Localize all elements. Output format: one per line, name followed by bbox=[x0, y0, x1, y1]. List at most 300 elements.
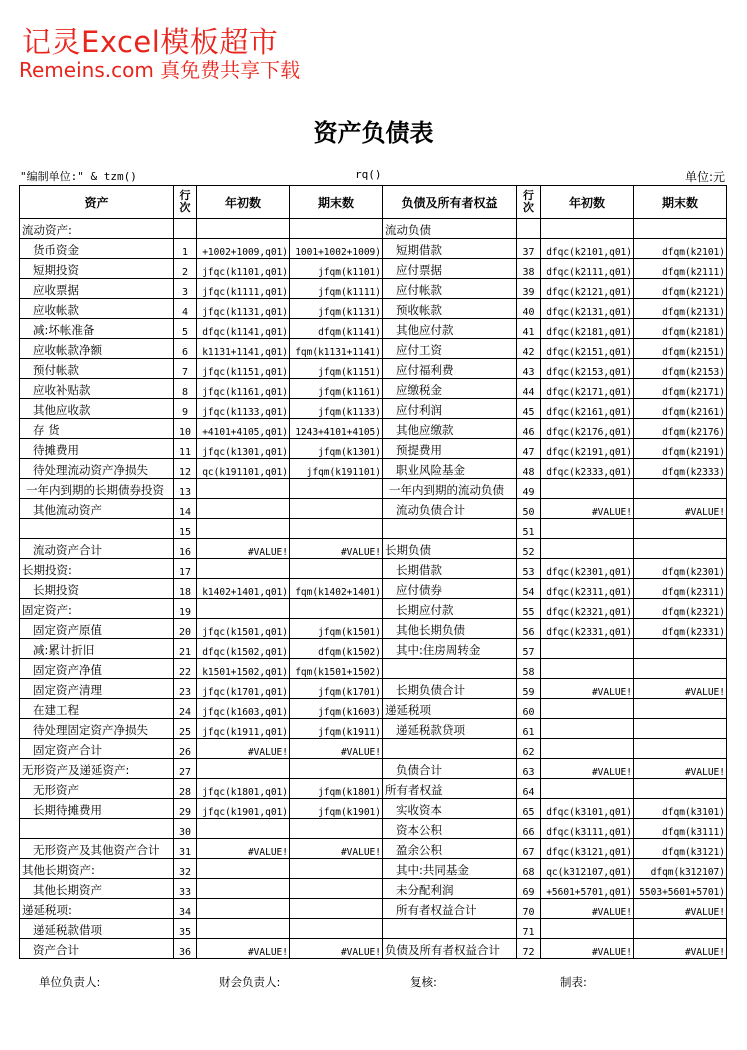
asset-begin-cell: #VALUE! bbox=[197, 939, 290, 959]
asset-begin-cell: dfqc(k1502,q01) bbox=[197, 639, 290, 659]
asset-begin-cell: jfqc(k1901,q01) bbox=[197, 799, 290, 819]
liability-line-no-cell: 63 bbox=[517, 759, 541, 779]
liability-begin-cell: #VALUE! bbox=[541, 499, 634, 519]
asset-end-cell bbox=[290, 559, 383, 579]
table-row bbox=[20, 379, 727, 399]
asset-line-no-cell: 24 bbox=[174, 699, 197, 719]
asset-line-no-cell: 10 bbox=[174, 419, 197, 439]
table-row bbox=[20, 779, 727, 799]
liability-begin-cell: dfqc(k2331,q01) bbox=[541, 619, 634, 639]
liability-line-no-cell: 71 bbox=[517, 919, 541, 939]
table-row bbox=[20, 479, 727, 499]
liability-end-cell: dfqm(k2151) bbox=[634, 339, 727, 359]
liability-line-no-cell: 65 bbox=[517, 799, 541, 819]
asset-item-cell: 其他长期资产 bbox=[20, 879, 174, 899]
asset-end-cell: fqm(k1131+1141) bbox=[290, 339, 383, 359]
liability-item-cell: 其他长期负债 bbox=[383, 619, 517, 639]
liability-line-no-cell: 40 bbox=[517, 299, 541, 319]
asset-line-no-cell: 7 bbox=[174, 359, 197, 379]
liability-end-cell: #VALUE! bbox=[634, 499, 727, 519]
asset-begin-cell bbox=[197, 919, 290, 939]
table-row bbox=[20, 219, 727, 239]
liability-line-no-cell: 47 bbox=[517, 439, 541, 459]
liability-begin-cell: #VALUE! bbox=[541, 759, 634, 779]
liability-line-no-cell: 41 bbox=[517, 319, 541, 339]
liability-end-cell bbox=[634, 919, 727, 939]
table-row bbox=[20, 319, 727, 339]
balance-sheet-table bbox=[19, 185, 727, 959]
table-row bbox=[20, 799, 727, 819]
asset-line-no-cell: 33 bbox=[174, 879, 197, 899]
asset-line-no-cell: 26 bbox=[174, 739, 197, 759]
asset-item-cell bbox=[20, 519, 174, 539]
asset-item-cell: 无形资产及递延资产: bbox=[20, 759, 174, 779]
table-row bbox=[20, 239, 727, 259]
asset-item-cell: 其他长期资产: bbox=[20, 859, 174, 879]
liability-line-no-cell: 54 bbox=[517, 579, 541, 599]
asset-line-no-cell: 9 bbox=[174, 399, 197, 419]
header-liabilities: 负债及所有者权益 bbox=[383, 186, 517, 219]
asset-end-cell: 1001+1002+1009) bbox=[290, 239, 383, 259]
signature-preparer: 制表: bbox=[560, 975, 587, 989]
asset-line-no-cell: 30 bbox=[174, 819, 197, 839]
asset-begin-cell: jfqc(k1801,q01) bbox=[197, 779, 290, 799]
asset-end-cell bbox=[290, 479, 383, 499]
liability-item-cell bbox=[383, 739, 517, 759]
liability-item-cell: 其中:共同基金 bbox=[383, 859, 517, 879]
asset-line-no-cell: 13 bbox=[174, 479, 197, 499]
liability-begin-cell: dfqc(k2121,q01) bbox=[541, 279, 634, 299]
asset-item-cell: 递延税项: bbox=[20, 899, 174, 919]
liability-begin-cell: #VALUE! bbox=[541, 899, 634, 919]
liability-line-no-cell: 59 bbox=[517, 679, 541, 699]
table-row bbox=[20, 519, 727, 539]
asset-begin-cell: k1402+1401,q01) bbox=[197, 579, 290, 599]
liability-end-cell bbox=[634, 479, 727, 499]
liability-begin-cell bbox=[541, 539, 634, 559]
table-row bbox=[20, 599, 727, 619]
liability-line-no-cell: 46 bbox=[517, 419, 541, 439]
liability-item-cell: 长期负债 bbox=[383, 539, 517, 559]
liability-item-cell bbox=[383, 919, 517, 939]
asset-begin-cell: qc(k191101,q01) bbox=[197, 459, 290, 479]
asset-item-cell bbox=[20, 819, 174, 839]
asset-end-cell: jfqm(k1133) bbox=[290, 399, 383, 419]
compiling-unit-label: "编制单位:" & tzm() bbox=[20, 170, 137, 183]
liability-line-no-cell: 50 bbox=[517, 499, 541, 519]
header-begin-left: 年初数 bbox=[197, 186, 290, 219]
liability-item-cell: 所有者权益 bbox=[383, 779, 517, 799]
liability-item-cell: 应付福利费 bbox=[383, 359, 517, 379]
liability-item-cell: 长期应付款 bbox=[383, 599, 517, 619]
liability-end-cell: dfqm(k2101) bbox=[634, 239, 727, 259]
liability-item-cell: 负债合计 bbox=[383, 759, 517, 779]
liability-line-no-cell: 51 bbox=[517, 519, 541, 539]
liability-item-cell: 流动负债 bbox=[383, 219, 517, 239]
asset-item-cell: 递延税款借项 bbox=[20, 919, 174, 939]
asset-line-no-cell: 36 bbox=[174, 939, 197, 959]
liability-begin-cell: dfqc(k2151,q01) bbox=[541, 339, 634, 359]
liability-line-no-cell: 57 bbox=[517, 639, 541, 659]
liability-line-no-cell: 44 bbox=[517, 379, 541, 399]
asset-end-cell: jfqm(k1101) bbox=[290, 259, 383, 279]
asset-end-cell: 1243+4101+4105) bbox=[290, 419, 383, 439]
liability-item-cell: 资本公积 bbox=[383, 819, 517, 839]
liability-begin-cell: dfqc(k2111,q01) bbox=[541, 259, 634, 279]
liability-line-no-cell: 66 bbox=[517, 819, 541, 839]
asset-end-cell: jfqm(k1911) bbox=[290, 719, 383, 739]
asset-end-cell bbox=[290, 919, 383, 939]
asset-begin-cell: k1501+1502,q01) bbox=[197, 659, 290, 679]
liability-item-cell: 其他应付款 bbox=[383, 319, 517, 339]
liability-line-no-cell: 55 bbox=[517, 599, 541, 619]
asset-line-no-cell: 34 bbox=[174, 899, 197, 919]
liability-line-no-cell: 72 bbox=[517, 939, 541, 959]
liability-end-cell bbox=[634, 739, 727, 759]
asset-end-cell: jfqm(k1501) bbox=[290, 619, 383, 639]
liability-end-cell bbox=[634, 779, 727, 799]
asset-begin-cell: jfqc(k1101,q01) bbox=[197, 259, 290, 279]
liability-line-no-cell: 52 bbox=[517, 539, 541, 559]
liability-begin-cell bbox=[541, 919, 634, 939]
liability-line-no-cell: 62 bbox=[517, 739, 541, 759]
liability-line-no-cell: 69 bbox=[517, 879, 541, 899]
asset-end-cell: jfqm(k1301) bbox=[290, 439, 383, 459]
asset-line-no-cell: 16 bbox=[174, 539, 197, 559]
liability-line-no-cell bbox=[517, 219, 541, 239]
asset-begin-cell bbox=[197, 879, 290, 899]
asset-begin-cell: k1131+1141,q01) bbox=[197, 339, 290, 359]
watermark-site: Remeins.com 真免费共享下载 bbox=[19, 58, 301, 82]
liability-line-no-cell: 70 bbox=[517, 899, 541, 919]
header-line-no-left bbox=[174, 186, 197, 219]
asset-item-cell: 待处理流动资产净损失 bbox=[20, 459, 174, 479]
asset-end-cell: fqm(k1501+1502) bbox=[290, 659, 383, 679]
liability-end-cell: #VALUE! bbox=[634, 679, 727, 699]
asset-item-cell: 资产合计 bbox=[20, 939, 174, 959]
asset-begin-cell bbox=[197, 759, 290, 779]
asset-line-no-cell: 4 bbox=[174, 299, 197, 319]
asset-end-cell bbox=[290, 599, 383, 619]
asset-end-cell: dfqm(k1502) bbox=[290, 639, 383, 659]
page-title: 资产负债表 bbox=[313, 118, 434, 147]
asset-line-no-cell: 15 bbox=[174, 519, 197, 539]
liability-item-cell: 未分配利润 bbox=[383, 879, 517, 899]
liability-line-no-cell: 61 bbox=[517, 719, 541, 739]
asset-line-no-cell bbox=[174, 219, 197, 239]
liability-item-cell: 其他应缴款 bbox=[383, 419, 517, 439]
liability-begin-cell: dfqc(k2101,q01) bbox=[541, 239, 634, 259]
liability-begin-cell bbox=[541, 639, 634, 659]
asset-item-cell: 应收补贴款 bbox=[20, 379, 174, 399]
liability-item-cell: 实收资本 bbox=[383, 799, 517, 819]
liability-item-cell: 递延税项 bbox=[383, 699, 517, 719]
asset-begin-cell: +4101+4105,q01) bbox=[197, 419, 290, 439]
table-row bbox=[20, 359, 727, 379]
liability-begin-cell bbox=[541, 699, 634, 719]
liability-begin-cell: dfqc(k2191,q01) bbox=[541, 439, 634, 459]
table-row bbox=[20, 439, 727, 459]
asset-item-cell: 流动资产合计 bbox=[20, 539, 174, 559]
asset-line-no-cell: 20 bbox=[174, 619, 197, 639]
asset-begin-cell: jfqc(k1301,q01) bbox=[197, 439, 290, 459]
liability-item-cell: 应缴税金 bbox=[383, 379, 517, 399]
table-row bbox=[20, 279, 727, 299]
asset-item-cell: 预付帐款 bbox=[20, 359, 174, 379]
asset-begin-cell bbox=[197, 559, 290, 579]
liability-item-cell: 长期负债合计 bbox=[383, 679, 517, 699]
asset-item-cell: 长期待摊费用 bbox=[20, 799, 174, 819]
header-begin-right: 年初数 bbox=[541, 186, 634, 219]
table-row bbox=[20, 819, 727, 839]
table-row bbox=[20, 559, 727, 579]
asset-end-cell: jfqm(k1603) bbox=[290, 699, 383, 719]
table-row bbox=[20, 919, 727, 939]
asset-line-no-cell: 19 bbox=[174, 599, 197, 619]
asset-line-no-cell: 29 bbox=[174, 799, 197, 819]
liability-end-cell: #VALUE! bbox=[634, 939, 727, 959]
asset-item-cell: 流动资产: bbox=[20, 219, 174, 239]
asset-item-cell: 应收票据 bbox=[20, 279, 174, 299]
liability-begin-cell: dfqc(k2161,q01) bbox=[541, 399, 634, 419]
liability-item-cell: 预收帐款 bbox=[383, 299, 517, 319]
liability-end-cell bbox=[634, 519, 727, 539]
asset-end-cell: #VALUE! bbox=[290, 539, 383, 559]
liability-end-cell: dfqm(k2176) bbox=[634, 419, 727, 439]
asset-end-cell bbox=[290, 499, 383, 519]
liability-begin-cell bbox=[541, 739, 634, 759]
liability-begin-cell: dfqc(k2311,q01) bbox=[541, 579, 634, 599]
asset-item-cell: 待摊费用 bbox=[20, 439, 174, 459]
liability-end-cell bbox=[634, 219, 727, 239]
asset-item-cell: 在建工程 bbox=[20, 699, 174, 719]
asset-line-no-cell: 2 bbox=[174, 259, 197, 279]
asset-item-cell: 无形资产及其他资产合计 bbox=[20, 839, 174, 859]
table-row bbox=[20, 719, 727, 739]
liability-begin-cell: dfqc(k2131,q01) bbox=[541, 299, 634, 319]
asset-item-cell: 短期投资 bbox=[20, 259, 174, 279]
asset-begin-cell: jfqc(k1161,q01) bbox=[197, 379, 290, 399]
table-row bbox=[20, 879, 727, 899]
table-row bbox=[20, 839, 727, 859]
asset-item-cell: 固定资产原值 bbox=[20, 619, 174, 639]
liability-item-cell: 应付工资 bbox=[383, 339, 517, 359]
asset-line-no-cell: 27 bbox=[174, 759, 197, 779]
table-row bbox=[20, 619, 727, 639]
liability-line-no-cell: 60 bbox=[517, 699, 541, 719]
liability-begin-cell bbox=[541, 659, 634, 679]
liability-begin-cell: #VALUE! bbox=[541, 939, 634, 959]
asset-item-cell: 减:累计折旧 bbox=[20, 639, 174, 659]
asset-end-cell: #VALUE! bbox=[290, 839, 383, 859]
liability-end-cell: dfqm(k2333) bbox=[634, 459, 727, 479]
currency-unit-label: 单位:元 bbox=[684, 170, 725, 184]
asset-end-cell bbox=[290, 879, 383, 899]
asset-line-no-cell: 21 bbox=[174, 639, 197, 659]
asset-line-no-cell: 3 bbox=[174, 279, 197, 299]
liability-item-cell: 应付利润 bbox=[383, 399, 517, 419]
liability-line-no-cell: 45 bbox=[517, 399, 541, 419]
asset-begin-cell: dfqc(k1141,q01) bbox=[197, 319, 290, 339]
liability-begin-cell bbox=[541, 479, 634, 499]
asset-end-cell: jfqm(k1161) bbox=[290, 379, 383, 399]
header-end-right: 期末数 bbox=[634, 186, 727, 219]
asset-item-cell: 货币资金 bbox=[20, 239, 174, 259]
asset-begin-cell: #VALUE! bbox=[197, 739, 290, 759]
table-row bbox=[20, 899, 727, 919]
liability-line-no-cell: 43 bbox=[517, 359, 541, 379]
asset-begin-cell bbox=[197, 219, 290, 239]
liability-item-cell: 其中:住房周转金 bbox=[383, 639, 517, 659]
asset-line-no-cell: 6 bbox=[174, 339, 197, 359]
asset-line-no-cell: 18 bbox=[174, 579, 197, 599]
liability-begin-cell: dfqc(k2153,q01) bbox=[541, 359, 634, 379]
liability-begin-cell: dfqc(k2176,q01) bbox=[541, 419, 634, 439]
asset-line-no-cell: 22 bbox=[174, 659, 197, 679]
header-line-no-left-text: 行次 bbox=[179, 189, 191, 214]
table-row bbox=[20, 539, 727, 559]
asset-begin-cell bbox=[197, 519, 290, 539]
liability-end-cell: dfqm(k2171) bbox=[634, 379, 727, 399]
asset-begin-cell bbox=[197, 479, 290, 499]
asset-begin-cell: jfqc(k1911,q01) bbox=[197, 719, 290, 739]
liability-item-cell: 应付帐款 bbox=[383, 279, 517, 299]
liability-item-cell: 长期借款 bbox=[383, 559, 517, 579]
liability-end-cell: dfqm(k3121) bbox=[634, 839, 727, 859]
liability-end-cell: dfqm(k2131) bbox=[634, 299, 727, 319]
asset-line-no-cell: 28 bbox=[174, 779, 197, 799]
liability-begin-cell: dfqc(k2171,q01) bbox=[541, 379, 634, 399]
asset-line-no-cell: 12 bbox=[174, 459, 197, 479]
table-row bbox=[20, 939, 727, 959]
liability-end-cell bbox=[634, 659, 727, 679]
table-row bbox=[20, 399, 727, 419]
table-row bbox=[20, 419, 727, 439]
asset-line-no-cell: 8 bbox=[174, 379, 197, 399]
asset-line-no-cell: 11 bbox=[174, 439, 197, 459]
asset-end-cell bbox=[290, 819, 383, 839]
asset-item-cell: 长期投资 bbox=[20, 579, 174, 599]
liability-end-cell: dfqm(k2111) bbox=[634, 259, 727, 279]
asset-end-cell bbox=[290, 859, 383, 879]
asset-line-no-cell: 25 bbox=[174, 719, 197, 739]
asset-end-cell: jfqm(k1151) bbox=[290, 359, 383, 379]
asset-item-cell: 其他应收款 bbox=[20, 399, 174, 419]
liability-line-no-cell: 53 bbox=[517, 559, 541, 579]
asset-begin-cell bbox=[197, 899, 290, 919]
liability-end-cell: dfqm(k2301) bbox=[634, 559, 727, 579]
liability-begin-cell: dfqc(k2321,q01) bbox=[541, 599, 634, 619]
asset-item-cell: 固定资产净值 bbox=[20, 659, 174, 679]
table-row bbox=[20, 339, 727, 359]
asset-begin-cell: jfqc(k1133,q01) bbox=[197, 399, 290, 419]
liability-begin-cell: dfqc(k3121,q01) bbox=[541, 839, 634, 859]
liability-begin-cell: dfqc(k3101,q01) bbox=[541, 799, 634, 819]
asset-line-no-cell: 17 bbox=[174, 559, 197, 579]
liability-end-cell: #VALUE! bbox=[634, 759, 727, 779]
liability-item-cell: 递延税款贷项 bbox=[383, 719, 517, 739]
liability-begin-cell bbox=[541, 719, 634, 739]
liability-line-no-cell: 68 bbox=[517, 859, 541, 879]
liability-end-cell: 5503+5601+5701) bbox=[634, 879, 727, 899]
asset-item-cell: 其他流动资产 bbox=[20, 499, 174, 519]
liability-end-cell bbox=[634, 719, 727, 739]
asset-line-no-cell: 35 bbox=[174, 919, 197, 939]
asset-begin-cell: jfqc(k1151,q01) bbox=[197, 359, 290, 379]
signature-reviewer: 复核: bbox=[410, 975, 437, 989]
table-row bbox=[20, 499, 727, 519]
table-row bbox=[20, 299, 727, 319]
watermark-brand: 记灵Excel模板超市 bbox=[22, 25, 279, 59]
table-body bbox=[20, 219, 727, 959]
asset-begin-cell: jfqc(k1701,q01) bbox=[197, 679, 290, 699]
asset-end-cell: #VALUE! bbox=[290, 739, 383, 759]
liability-line-no-cell: 67 bbox=[517, 839, 541, 859]
liability-item-cell: 应付债券 bbox=[383, 579, 517, 599]
asset-end-cell bbox=[290, 759, 383, 779]
asset-end-cell: fqm(k1402+1401) bbox=[290, 579, 383, 599]
table-row bbox=[20, 699, 727, 719]
liability-item-cell: 预提费用 bbox=[383, 439, 517, 459]
asset-end-cell: jfqm(k1801) bbox=[290, 779, 383, 799]
asset-begin-cell: jfqc(k1131,q01) bbox=[197, 299, 290, 319]
liability-line-no-cell: 56 bbox=[517, 619, 541, 639]
liability-line-no-cell: 39 bbox=[517, 279, 541, 299]
liability-begin-cell bbox=[541, 519, 634, 539]
asset-end-cell: dfqm(k1141) bbox=[290, 319, 383, 339]
liability-line-no-cell: 42 bbox=[517, 339, 541, 359]
asset-begin-cell: jfqc(k1603,q01) bbox=[197, 699, 290, 719]
liability-end-cell: dfqm(k2331) bbox=[634, 619, 727, 639]
asset-item-cell: 应收帐款净额 bbox=[20, 339, 174, 359]
liability-end-cell bbox=[634, 699, 727, 719]
liability-end-cell: dfqm(k2311) bbox=[634, 579, 727, 599]
liability-begin-cell: dfqc(k2301,q01) bbox=[541, 559, 634, 579]
asset-item-cell: 减:坏帐准备 bbox=[20, 319, 174, 339]
liability-end-cell: dfqm(k2191) bbox=[634, 439, 727, 459]
table-row bbox=[20, 639, 727, 659]
report-date-label: rq() bbox=[355, 168, 382, 181]
liability-end-cell: dfqm(k312107) bbox=[634, 859, 727, 879]
asset-end-cell: jfqm(k191101) bbox=[290, 459, 383, 479]
asset-line-no-cell: 32 bbox=[174, 859, 197, 879]
asset-end-cell: jfqm(k1701) bbox=[290, 679, 383, 699]
liability-begin-cell: #VALUE! bbox=[541, 679, 634, 699]
asset-begin-cell bbox=[197, 599, 290, 619]
liability-end-cell: dfqm(k2153) bbox=[634, 359, 727, 379]
asset-begin-cell: jfqc(k1111,q01) bbox=[197, 279, 290, 299]
table-row bbox=[20, 739, 727, 759]
liability-begin-cell bbox=[541, 779, 634, 799]
liability-end-cell: dfqm(k2181) bbox=[634, 319, 727, 339]
asset-line-no-cell: 1 bbox=[174, 239, 197, 259]
liability-item-cell: 应付票据 bbox=[383, 259, 517, 279]
liability-begin-cell: dfqc(k2333,q01) bbox=[541, 459, 634, 479]
asset-item-cell: 固定资产清理 bbox=[20, 679, 174, 699]
asset-item-cell: 一年内到期的长期债券投资 bbox=[20, 479, 174, 499]
asset-end-cell: #VALUE! bbox=[290, 939, 383, 959]
signature-finance-head: 财会负责人: bbox=[219, 975, 281, 989]
liability-item-cell: 一年内到期的流动负债 bbox=[383, 479, 517, 499]
liability-end-cell bbox=[634, 639, 727, 659]
asset-end-cell: jfqm(k1111) bbox=[290, 279, 383, 299]
liability-item-cell: 职业风险基金 bbox=[383, 459, 517, 479]
liability-line-no-cell: 64 bbox=[517, 779, 541, 799]
asset-begin-cell: jfqc(k1501,q01) bbox=[197, 619, 290, 639]
liability-end-cell: dfqm(k2321) bbox=[634, 599, 727, 619]
liability-end-cell: dfqm(k2161) bbox=[634, 399, 727, 419]
liability-line-no-cell: 48 bbox=[517, 459, 541, 479]
